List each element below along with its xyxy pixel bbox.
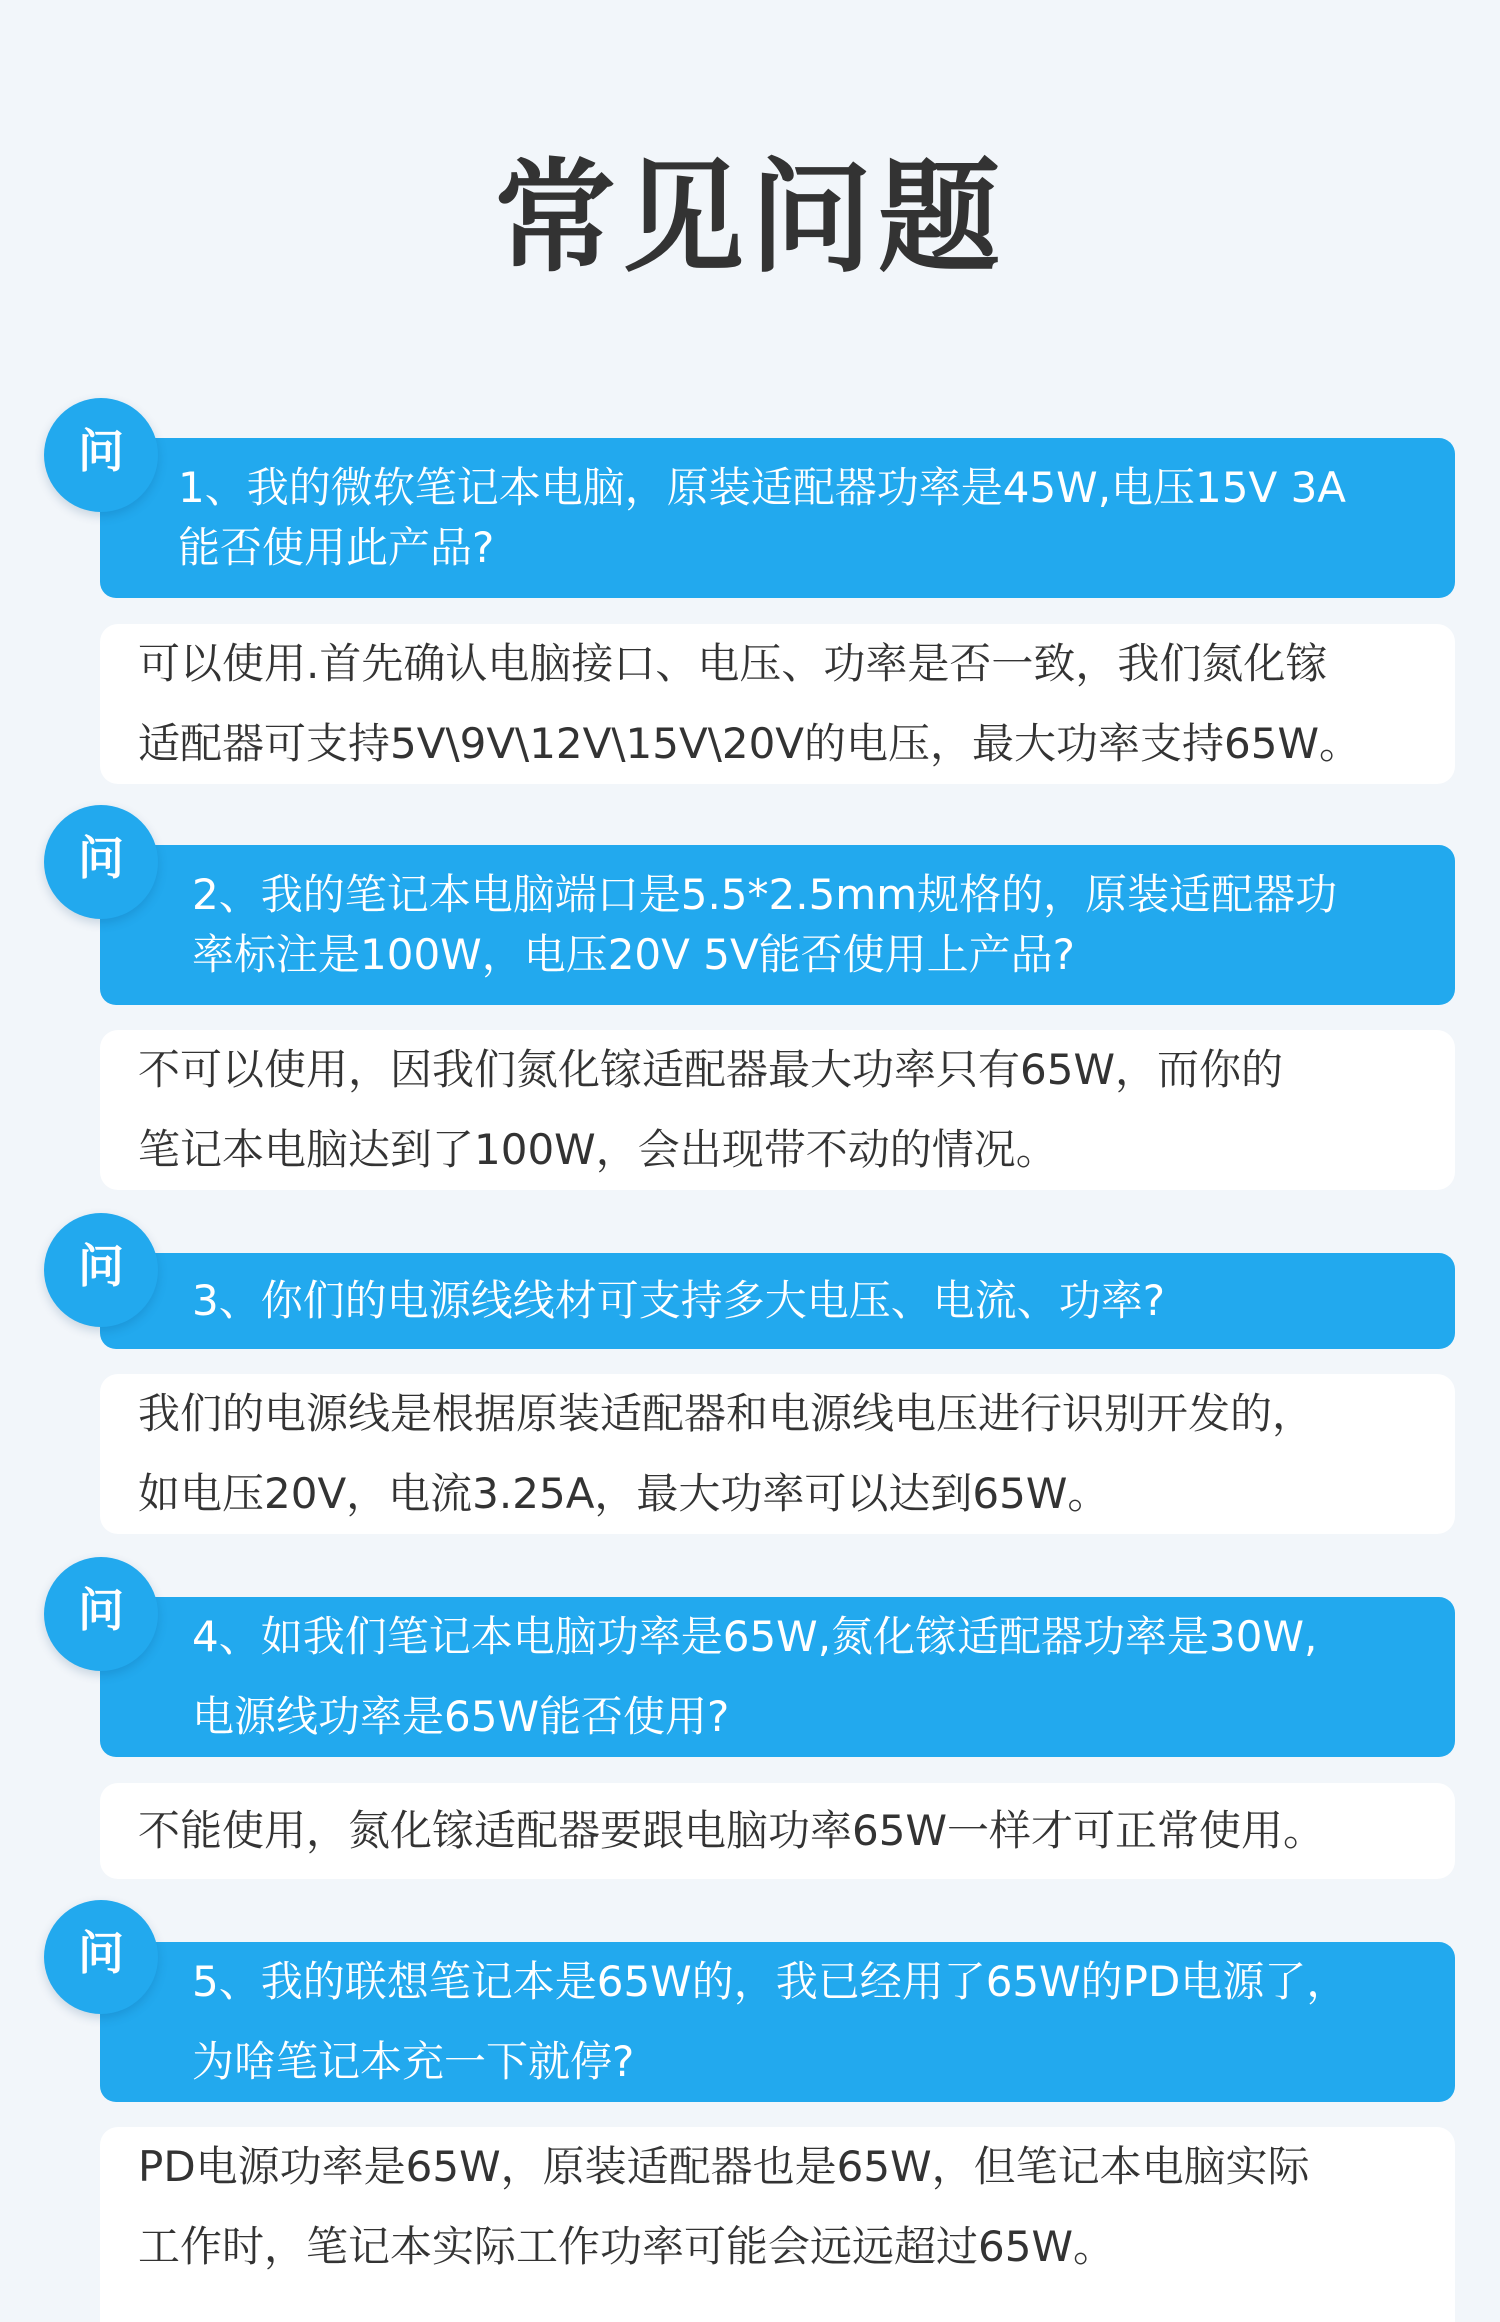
faq-answer-5-text: PD电源功率是65W，原装适配器也是65W，但笔记本电脑实际 工作时，笔记本实际工作功率可能会远远超过65W。 — [138, 2142, 1310, 2271]
faq-question-2-text: 2、我的笔记本电脑端口是5.5*2.5mm规格的，原装适配器功 率标注是100W，电压20V 5V能否使用上产品? — [192, 870, 1338, 979]
faq-answer-5 — [100, 2127, 1455, 2322]
faq-answer-4-text: 不能使用，氮化镓适配器要跟电脑功率65W一样才可正常使用。 — [138, 1806, 1325, 1855]
faq-question-badge-2: 问 — [44, 805, 158, 919]
faq-answer-4 — [100, 1783, 1455, 1879]
faq-question-1 — [100, 438, 1455, 598]
faq-question-badge-3: 问 — [44, 1213, 158, 1327]
faq-answer-3-text: 我们的电源线是根据原装适配器和电源线电压进行识别开发的， 如电压20V，电流3.25A，最大功率可以达到65W。 — [138, 1389, 1315, 1518]
faq-question-badge-1: 问 — [44, 398, 158, 512]
faq-question-4 — [100, 1597, 1455, 1757]
page-title: 常见问题 — [494, 147, 1006, 289]
faq-answer-1 — [100, 624, 1455, 784]
faq-answer-2 — [100, 1030, 1455, 1190]
faq-question-badge-5: 问 — [44, 1900, 158, 2014]
faq-answer-1-text: 可以使用.首先确认电脑接口、电压、功率是否一致，我们氮化镓 适配器可支持5V\9V\12V\15V\20V的电压，最大功率支持65W。 — [138, 639, 1362, 768]
faq-question-3-text: 3、你们的电源线线材可支持多大电压、电流、功率? — [192, 1276, 1166, 1325]
faq-question-5 — [100, 1942, 1455, 2102]
faq-question-2 — [100, 845, 1455, 1005]
faq-question-badge-4: 问 — [44, 1557, 158, 1671]
faq-answer-2-text: 不可以使用，因我们氮化镓适配器最大功率只有65W，而你的 笔记本电脑达到了100W，会出现带不动的情况。 — [138, 1045, 1283, 1174]
faq-question-5-text: 5、我的联想笔记本是65W的，我已经用了65W的PD电源了， 为啥笔记本充一下就停? — [192, 1957, 1349, 2086]
faq-question-3 — [100, 1253, 1455, 1349]
faq-question-4-text: 4、如我们笔记本电脑功率是65W,氮化镓适配器功率是30W, 电源线功率是65W能否使用? — [192, 1612, 1318, 1741]
faq-answer-3 — [100, 1374, 1455, 1534]
faq-question-1-text: 1、我的微软笔记本电脑，原装适配器功率是45W,电压15V 3A 能否使用此产品? — [178, 463, 1347, 572]
